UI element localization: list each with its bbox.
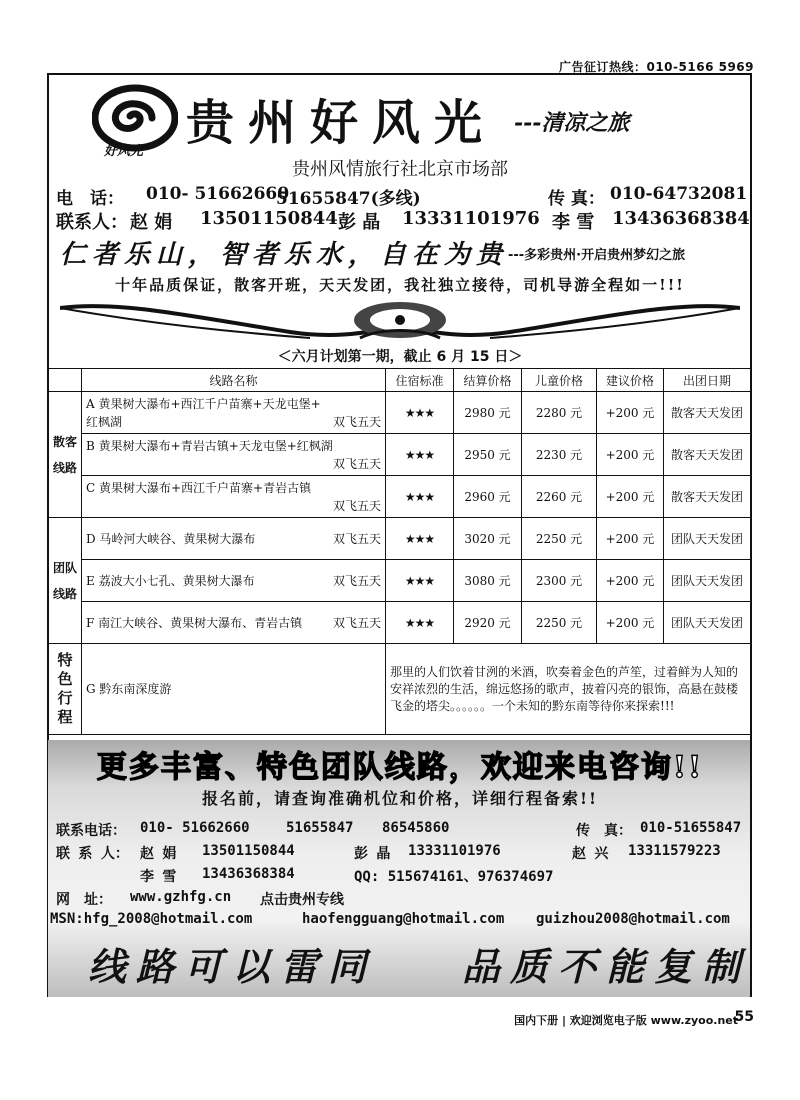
settle-price: 2960 元	[454, 476, 522, 518]
bottom-contact-phone: 13501150844	[202, 843, 295, 859]
enroll-notice: 报名前，请查询准确机位和价格，详细行程备索!!	[201, 789, 599, 808]
bottom-contact-name: 赵 娟	[140, 846, 177, 862]
table-row	[49, 518, 751, 560]
bottom-phone-label: 联系电话：	[56, 823, 126, 839]
contact-name: 李 雪	[552, 212, 595, 233]
bottom-contact-label: 联 系 人：	[56, 846, 129, 862]
header-cell: 出团日期	[664, 369, 751, 392]
child-price: 2280 元	[522, 392, 597, 434]
fax-label: 传 真：	[548, 189, 605, 209]
phone-number: 010- 51662660	[146, 184, 290, 204]
route-cell	[82, 560, 386, 602]
table-row	[49, 560, 751, 602]
suggest-price: +200 元	[597, 602, 664, 644]
website-hint: 点击贵州专线	[260, 892, 344, 908]
table-row	[49, 392, 751, 434]
route-cell	[82, 602, 386, 644]
contact-phone: 13436368384	[612, 208, 750, 229]
bottom-contact-phone: 13331101976	[408, 843, 501, 859]
suggest-price: +200 元	[597, 518, 664, 560]
category-cell: 特色行程	[49, 644, 82, 735]
main-slogan: 仁者乐山，智者乐水，自在为贵	[60, 240, 509, 270]
rating-stars: ★★★	[386, 560, 454, 602]
route-transport: 双飞五天	[332, 414, 381, 429]
suggest-price: +200 元	[597, 392, 664, 434]
contact-phone: 13331101976	[402, 208, 540, 229]
child-price: 2230 元	[522, 434, 597, 476]
route-line: D 马岭河大峡谷、黄果树大瀑布	[86, 531, 256, 546]
bottom-fax: 010-51655847	[640, 820, 742, 836]
route-transport: 双飞五天	[332, 615, 381, 630]
bottom-slogan-right: 品质不能复制	[462, 944, 751, 989]
route-transport: 双飞五天	[332, 498, 381, 513]
email-address[interactable]: haofengguang@hotmail.com	[302, 911, 505, 927]
depart-date: 散客天天发团	[664, 476, 751, 518]
footer-text: 国内下册 | 欢迎浏览电子版 www.zyoo.net	[514, 1014, 738, 1027]
flower-ornament-icon	[60, 298, 740, 348]
rating-stars: ★★★	[386, 602, 454, 644]
suggest-price: +200 元	[597, 560, 664, 602]
header-cell: 线路名称	[82, 369, 386, 392]
table-row	[49, 476, 751, 518]
phone-label: 电 话：	[56, 189, 124, 209]
route-transport: 双飞五天	[332, 456, 381, 471]
contact-phone: 13501150844	[200, 208, 338, 229]
phone-number-2: 51655847(多线)	[276, 189, 421, 209]
bottom-contact-phone: 13311579223	[628, 843, 721, 859]
bottom-phone: 51655847	[286, 820, 354, 836]
route-cell	[82, 434, 386, 476]
header-cell: 住宿标准	[386, 369, 454, 392]
depart-date: 散客天天发团	[664, 434, 751, 476]
agency-name: 贵州风情旅行社北京市场部	[292, 159, 508, 180]
rating-stars: ★★★	[386, 434, 454, 476]
rating-stars: ★★★	[386, 518, 454, 560]
child-price: 2250 元	[522, 602, 597, 644]
category-cell: 散客线路	[49, 392, 82, 518]
settle-price: 2950 元	[454, 434, 522, 476]
rating-stars: ★★★	[386, 476, 454, 518]
slogan-sub: ---多彩贵州·开启贵州梦幻之旅	[508, 248, 686, 263]
qq-numbers: QQ: 515674161、976374697	[354, 869, 554, 885]
depart-date: 团队天天发团	[664, 560, 751, 602]
header-cell: 结算价格	[454, 369, 522, 392]
child-price: 2260 元	[522, 476, 597, 518]
route-line: F 南江大峡谷、黄果树大瀑布、青岩古镇	[86, 615, 303, 630]
table-header-row	[49, 369, 751, 392]
email-address[interactable]: guizhou2008@hotmail.com	[536, 911, 730, 927]
table-row	[49, 644, 751, 735]
depart-date: 散客天天发团	[664, 392, 751, 434]
bottom-slogan-left: 线路可以雷同	[88, 944, 377, 989]
route-transport: 双飞五天	[332, 531, 381, 546]
route-line: C 黄果树大瀑布+西江千户苗寨+青岩古镇	[86, 480, 312, 495]
bottom-contact-name: 赵 兴	[572, 846, 609, 862]
contact-label: 联系人：	[56, 212, 128, 233]
fax-number: 010-64732081	[610, 184, 748, 204]
header-cell	[49, 369, 82, 392]
suggest-price: +200 元	[597, 434, 664, 476]
rating-stars: ★★★	[386, 392, 454, 434]
ad-hotline: 广告征订热线：010-5166 5969	[558, 60, 754, 74]
route-line: B 黄果树大瀑布+青岩古镇+天龙屯堡+红枫湖	[86, 438, 333, 453]
website-link[interactable]: www.gzhfg.cn	[130, 889, 232, 905]
settle-price: 3080 元	[454, 560, 522, 602]
child-price: 2250 元	[522, 518, 597, 560]
settle-price: 3020 元	[454, 518, 522, 560]
settle-price: 2920 元	[454, 602, 522, 644]
logo-caption: 好风光	[104, 144, 144, 159]
route-cell	[82, 518, 386, 560]
bottom-contact-phone: 13436368384	[202, 866, 295, 882]
route-transport: 双飞五天	[332, 573, 381, 588]
special-route-name: G 黔东南深度游	[82, 644, 386, 735]
child-price: 2300 元	[522, 560, 597, 602]
msn-address[interactable]: MSN:hfg_2008@hotmail.com	[50, 911, 253, 927]
bottom-contact-name: 李 雪	[140, 869, 177, 885]
route-cell	[82, 392, 386, 434]
route-table	[48, 368, 751, 735]
plan-title: ＜六月计划第一期，截止 6 月 15 日＞	[277, 349, 523, 365]
quality-statement: 十年品质保证，散客开班，天天发团，我社独立接待，司机导游全程如一!!!	[115, 276, 685, 294]
contact-name: 赵 娟	[130, 212, 173, 233]
header-cell: 建议价格	[597, 369, 664, 392]
bottom-contact-name: 彭 晶	[354, 846, 391, 862]
depart-date: 团队天天发团	[664, 602, 751, 644]
special-route-description: 那里的人们饮着甘洌的米酒，吹奏着金色的芦笙，过着鲜为人知的安祥浓烈的生活，绵远悠扬的歌声，披着闪亮的银饰，高悬在鼓楼飞金的塔尖。。。。。。一个未知的黔东南等待你来探索!!!	[386, 644, 751, 735]
bottom-phone: 86545860	[382, 820, 450, 836]
category-cell: 团队线路	[49, 518, 82, 644]
route-line: E 荔波大小七孔、黄果树大瀑布	[86, 573, 255, 588]
website-label: 网 址：	[56, 892, 112, 908]
depart-date: 团队天天发团	[664, 518, 751, 560]
suggest-price: +200 元	[597, 476, 664, 518]
table-row	[49, 602, 751, 644]
more-routes-heading: 更多丰富、特色团队线路，欢迎来电咨询!!	[96, 750, 704, 785]
page-title: 贵州好风光	[186, 95, 497, 151]
route-line: A 黄果树大瀑布+西江千户苗寨+天龙屯堡+	[86, 396, 321, 411]
header-cell: 儿童价格	[522, 369, 597, 392]
bottom-fax-label: 传 真：	[576, 823, 632, 839]
bottom-phone: 010- 51662660	[140, 820, 250, 836]
route-cell	[82, 476, 386, 518]
page-subtitle: ---清凉之旅	[514, 110, 630, 136]
table-row	[49, 434, 751, 476]
settle-price: 2980 元	[454, 392, 522, 434]
page-number: 55	[734, 1009, 754, 1025]
contact-name: 彭 晶	[338, 212, 381, 233]
route-line-2: 红枫湖	[86, 414, 123, 429]
